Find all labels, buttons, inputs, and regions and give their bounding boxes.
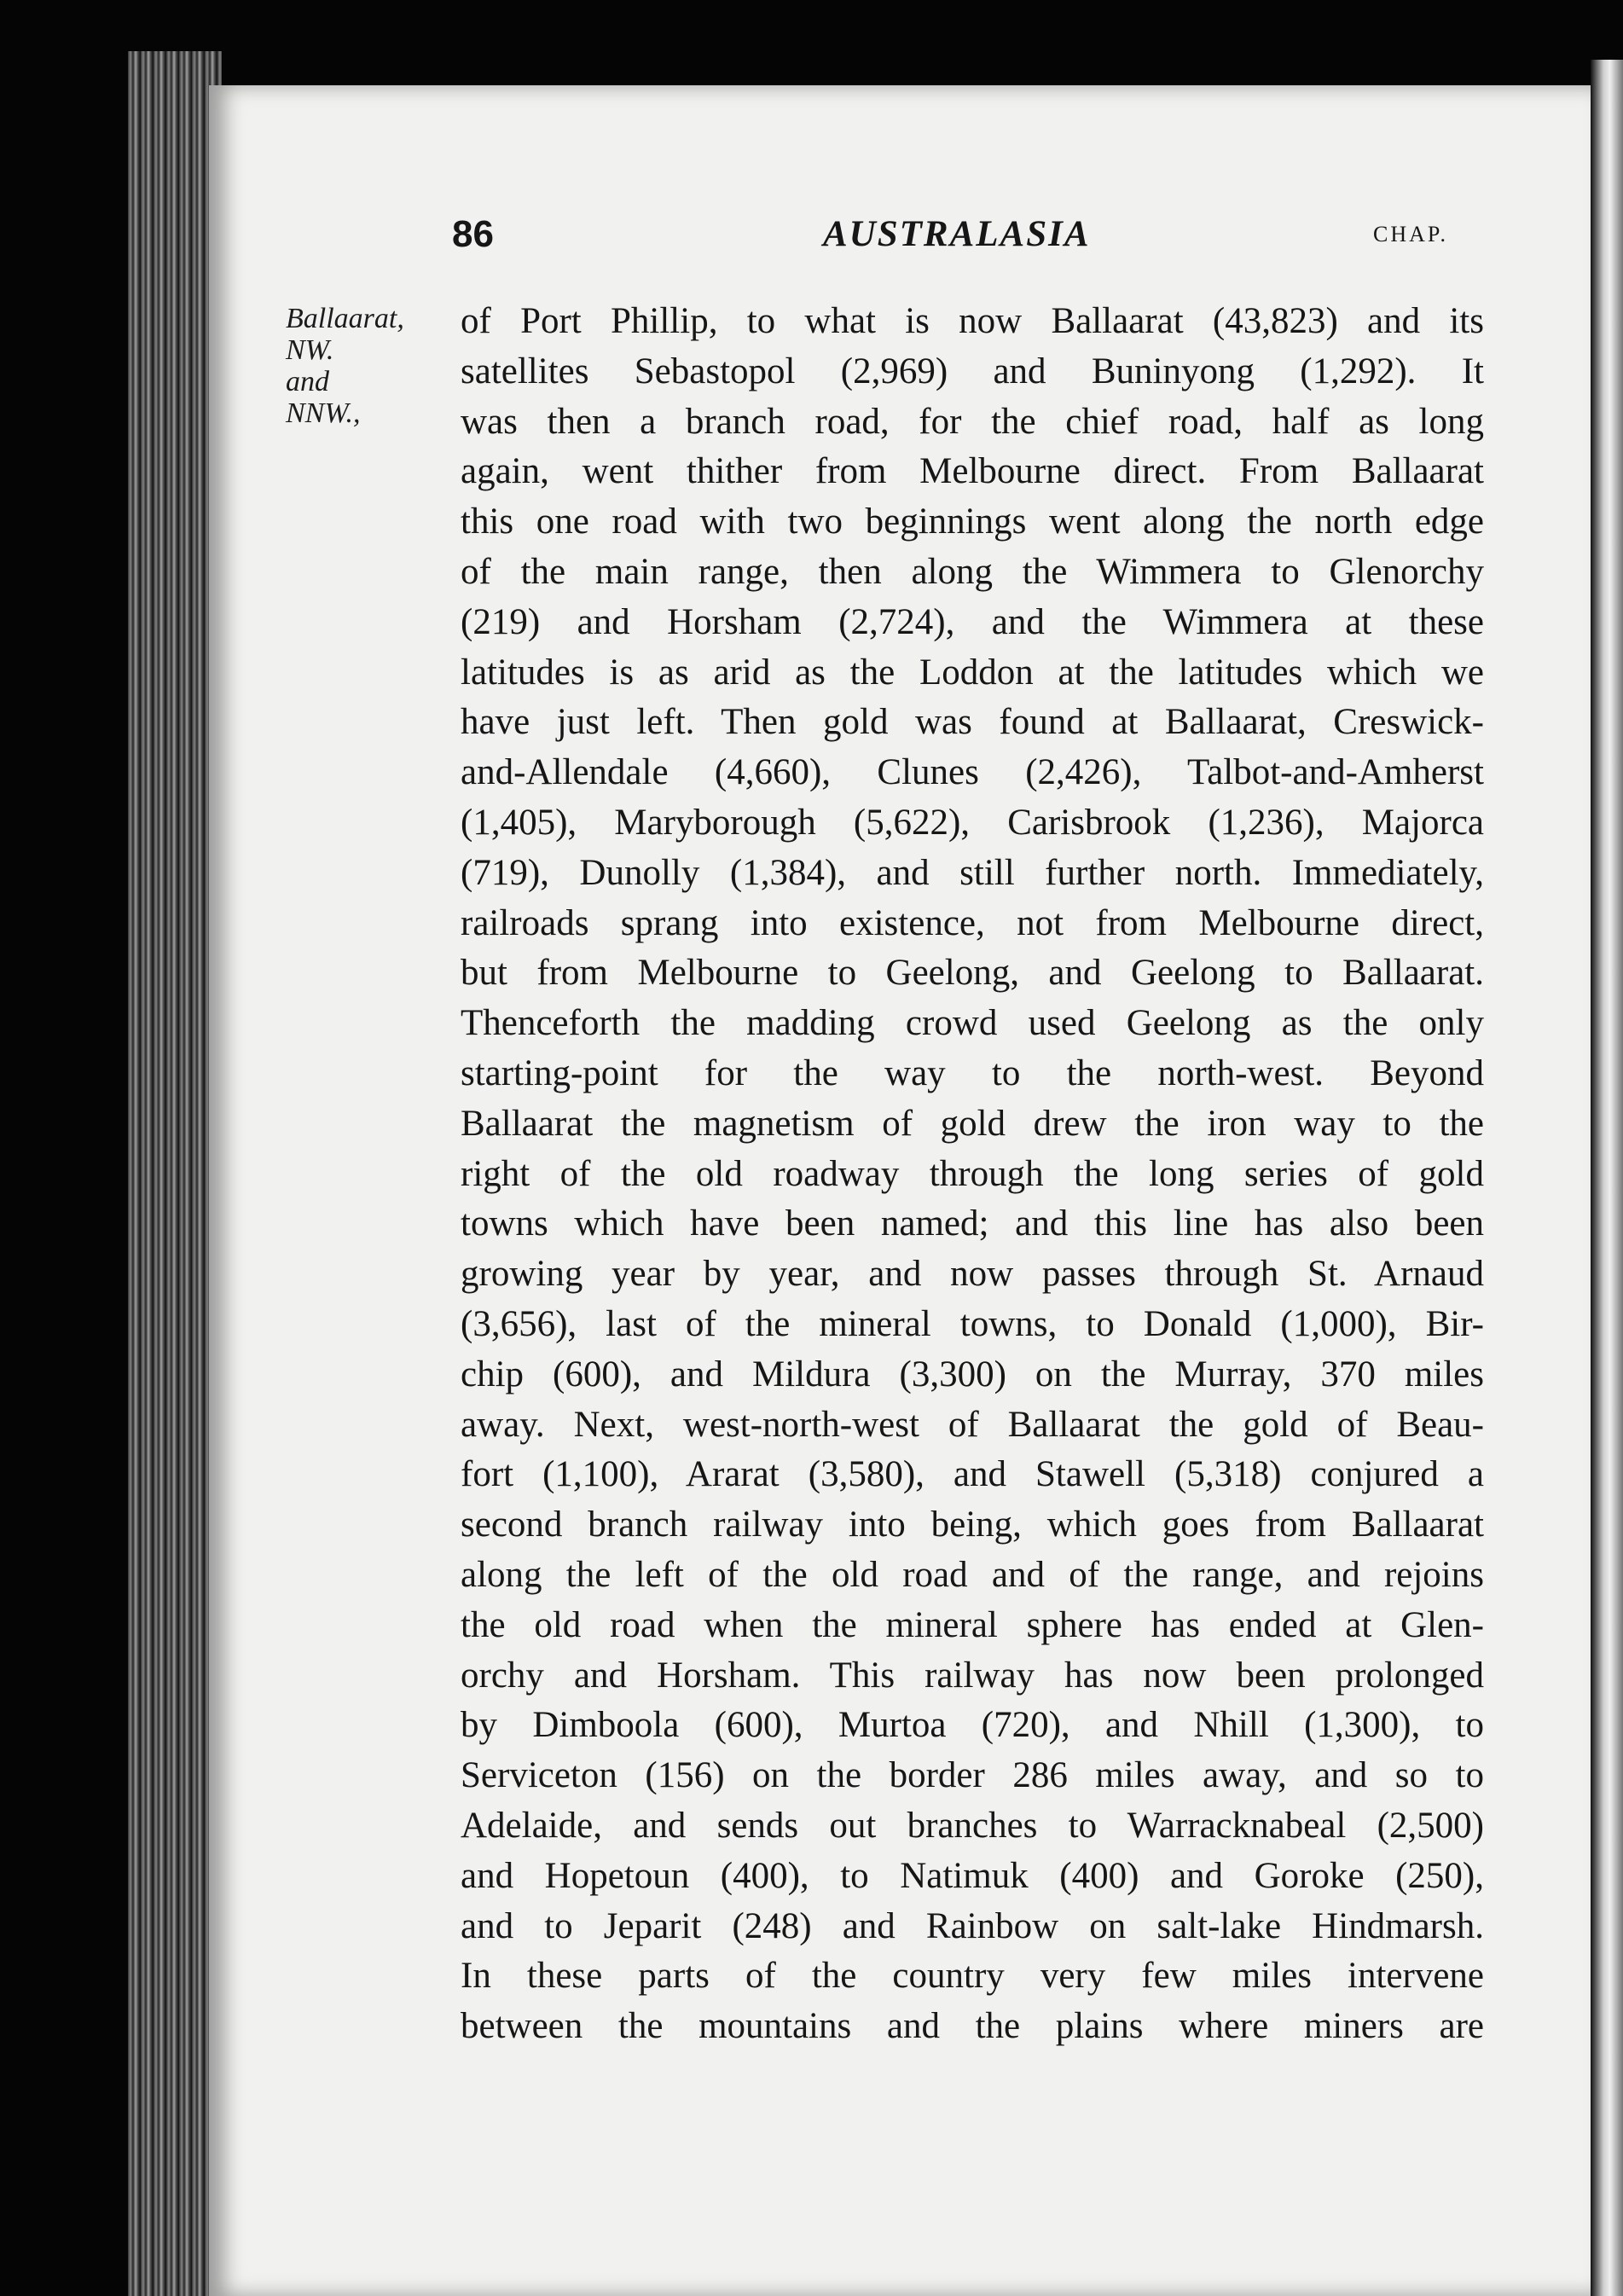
- text-line: (719), Dunolly (1,384), and still further north. Immediately,: [461, 852, 1484, 893]
- text-line: (219) and Horsham (2,724), and the Wimmera at these: [461, 601, 1484, 642]
- text-line: towns which have been named; and this line has also been: [461, 1203, 1484, 1244]
- text-line: latitudes is as arid as the Loddon at the latitudes which we: [461, 652, 1484, 693]
- text-line: by Dimboola (600), Murtoa (720), and Nhill (1,300), to: [461, 1705, 1484, 1746]
- text-line: and Hopetoun (400), to Natimuk (400) and Goroke (250),: [461, 1855, 1484, 1896]
- chapter-label: CHAP.: [1373, 222, 1448, 246]
- text-line: away. Next, west-north-west of Ballaarat the gold of Beau-: [461, 1404, 1484, 1445]
- book-page: [209, 85, 1591, 2296]
- body-text: [461, 297, 1484, 2052]
- text-line: of Port Phillip, to what is now Ballaarat (43,823) and its: [461, 301, 1484, 341]
- margin-note-line: NW.: [286, 334, 334, 366]
- text-line: the old road when the mineral sphere has ended at Glen-: [461, 1604, 1484, 1645]
- book-binding-edge: [128, 51, 222, 2296]
- text-line: growing year by year, and now passes through St. Arnaud: [461, 1254, 1484, 1295]
- text-line: again, went thither from Melbourne direct. From Ballaarat: [461, 451, 1484, 492]
- text-line: Serviceton (156) on the border 286 miles away, and so to: [461, 1755, 1484, 1796]
- text-line: Adelaide, and sends out branches to Warracknabeal (2,500): [461, 1805, 1484, 1846]
- text-line: along the left of the old road and of the range, and rejoins: [461, 1554, 1484, 1595]
- text-line: (1,405), Maryborough (5,622), Carisbrook (1,236), Majorca: [461, 802, 1484, 843]
- text-line: chip (600), and Mildura (3,300) on the Murray, 370 miles: [461, 1354, 1484, 1394]
- running-title: AUSTRALASIA: [823, 214, 1091, 254]
- margin-note-line: NNW.,: [286, 397, 361, 429]
- margin-note: [286, 303, 448, 429]
- text-line: was then a branch road, for the chief road, half as long: [461, 401, 1484, 442]
- text-line: and-Allendale (4,660), Clunes (2,426), Talbot-and-Amherst: [461, 752, 1484, 793]
- text-line: starting-point for the way to the north-west. Beyond: [461, 1052, 1484, 1093]
- text-line: orchy and Horsham. This railway has now been prolonged: [461, 1655, 1484, 1696]
- margin-note-line: and: [286, 366, 329, 397]
- text-line: fort (1,100), Ararat (3,580), and Stawell (5,318) conjured a: [461, 1454, 1484, 1495]
- text-line: of the main range, then along the Wimmera to Glenorchy: [461, 551, 1484, 592]
- page-number: 86: [452, 213, 494, 255]
- text-line: and to Jeparit (248) and Rainbow on salt-lake Hindmarsh.: [461, 1905, 1484, 1946]
- facing-page-edge: [1591, 60, 1623, 2296]
- text-line: railroads sprang into existence, not from Melbourne direct,: [461, 902, 1484, 943]
- margin-note-line: Ballaarat,: [286, 303, 404, 334]
- text-line: this one road with two beginnings went along the north edge: [461, 502, 1484, 542]
- text-line: satellites Sebastopol (2,969) and Buninyong (1,292). It: [461, 351, 1484, 391]
- page-header: [209, 213, 1591, 273]
- text-line: Ballaarat the magnetism of gold drew the iron way to the: [461, 1103, 1484, 1144]
- text-line: second branch railway into being, which goes from Ballaarat: [461, 1505, 1484, 1545]
- text-line: (3,656), last of the mineral towns, to Donald (1,000), Bir-: [461, 1303, 1484, 1344]
- text-line: between the mountains and the plains where miners are: [461, 2006, 1484, 2047]
- text-line: right of the old roadway through the long series of gold: [461, 1153, 1484, 1194]
- text-line: Thenceforth the madding crowd used Geelong as the only: [461, 1003, 1484, 1044]
- text-line: have just left. Then gold was found at Ballaarat, Creswick-: [461, 702, 1484, 743]
- text-line: but from Melbourne to Geelong, and Geelong to Ballaarat.: [461, 953, 1484, 994]
- text-line: In these parts of the country very few miles intervene: [461, 1956, 1484, 1997]
